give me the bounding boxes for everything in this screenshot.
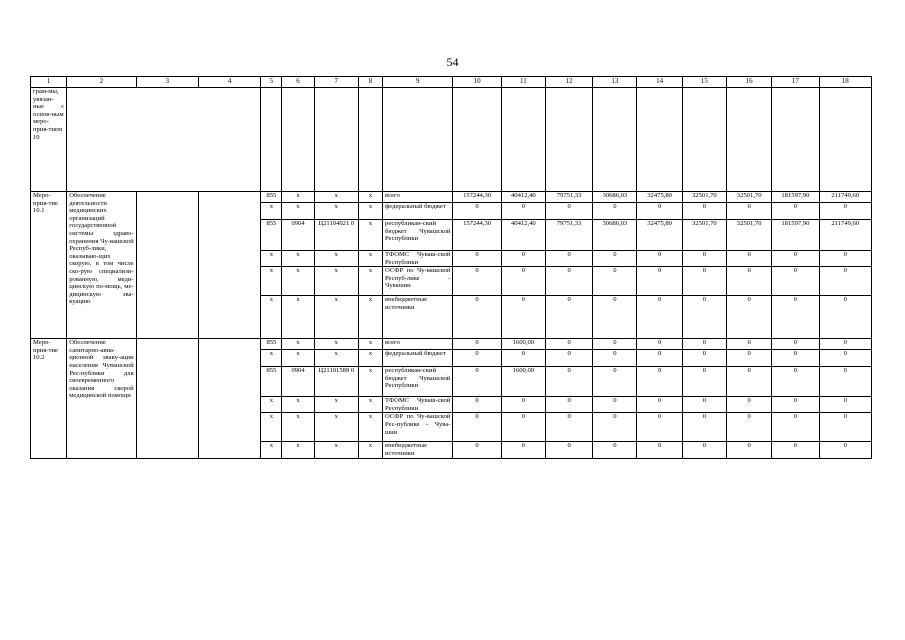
funding-value: 0 — [501, 350, 545, 367]
funding-value: 0 — [501, 442, 545, 458]
funding-source: ОСФР по Чу-вашской Рес-публике - Чува-шии — [383, 413, 453, 442]
column-header: 13 — [593, 77, 637, 88]
funding-value: 0 — [545, 397, 592, 413]
funding-value: 0 — [772, 339, 819, 350]
funding-value: 0 — [727, 367, 772, 397]
funding-value: 0 — [819, 442, 871, 458]
funding-value: 0 — [819, 397, 871, 413]
grbs-code: 855 — [261, 367, 282, 397]
column-header: 3 — [136, 77, 198, 88]
expense-type-code: x — [358, 413, 382, 442]
funding-value: 0 — [772, 203, 819, 220]
funding-value: 30686,03 — [593, 192, 637, 203]
empty-cell — [772, 88, 819, 192]
empty-cell — [358, 88, 382, 192]
funding-value: 79751,33 — [545, 192, 592, 203]
funding-value: 0 — [637, 296, 682, 339]
header-row — [31, 77, 872, 88]
measure-row — [31, 339, 872, 350]
funding-value: 0 — [637, 442, 682, 458]
funding-value: 0 — [682, 267, 726, 296]
target-article-code: x — [314, 203, 358, 220]
column-header: 1 — [31, 77, 67, 88]
page-number: 54 — [446, 55, 459, 69]
column-header: 10 — [453, 77, 501, 88]
section-code: 0904 — [282, 367, 314, 397]
funding-value: 0 — [637, 397, 682, 413]
funding-source: ТФОМС Чуваш-ской Республики — [383, 251, 453, 267]
section-code: x — [282, 339, 314, 350]
funding-value: 0 — [545, 251, 592, 267]
funding-value: 211749,60 — [819, 192, 871, 203]
target-article-code: x — [314, 442, 358, 458]
column-header: 7 — [314, 77, 358, 88]
measure-description: Обеспечение санитарно-авиа-ционной эваку-ации населения Чувашской Рес-публики для своевременного оказания скорой медицинской помощи — [67, 339, 136, 458]
funding-source: всего — [383, 339, 453, 350]
co-executor-cell — [198, 192, 260, 339]
funding-value: 0 — [772, 350, 819, 367]
empty-cell — [545, 88, 592, 192]
funding-value: 181597,90 — [772, 220, 819, 251]
funding-value: 181597,90 — [772, 192, 819, 203]
funding-value: 1600,00 — [501, 367, 545, 397]
funding-source: федеральный бюджет — [383, 350, 453, 367]
responsible-executor-cell — [136, 339, 198, 458]
expense-type-code: x — [358, 367, 382, 397]
funding-value: 0 — [593, 203, 637, 220]
funding-value: 0 — [682, 442, 726, 458]
funding-value: 0 — [682, 203, 726, 220]
funding-value: 0 — [772, 267, 819, 296]
measure-description: Обеспечение деятельности медицинских организаций государственной системы здраво-охранения Чу-вашской Респуб-лики, оказываю-щих скорую, в том числе ско-рую специализи-рованную, меди-цинскую по-мощь, ме-дицинскую эва-куацию — [67, 192, 136, 339]
column-header: 15 — [682, 77, 726, 88]
funding-value: 0 — [819, 296, 871, 339]
grbs-code: x — [261, 251, 282, 267]
empty-cell — [501, 88, 545, 192]
continuation-row — [31, 88, 872, 192]
funding-value: 0 — [819, 350, 871, 367]
funding-value: 0 — [682, 339, 726, 350]
expense-type-code: x — [358, 339, 382, 350]
funding-value: 0 — [593, 296, 637, 339]
funding-value: 0 — [772, 442, 819, 458]
expense-type-code: x — [358, 192, 382, 203]
funding-source: ТФОМС Чуваш-ской Республики — [383, 397, 453, 413]
funding-value: 0 — [637, 267, 682, 296]
column-header: 9 — [383, 77, 453, 88]
funding-value: 0 — [727, 350, 772, 367]
funding-value: 0 — [727, 442, 772, 458]
grbs-code: x — [261, 350, 282, 367]
funding-source: республикан-ский бюджет Чувашской Республики — [383, 220, 453, 251]
empty-cell — [819, 88, 871, 192]
funding-value: 0 — [501, 203, 545, 220]
section-code: x — [282, 203, 314, 220]
funding-value: 0 — [727, 203, 772, 220]
grbs-code: x — [261, 442, 282, 458]
funding-value: 0 — [593, 267, 637, 296]
expense-type-code: x — [358, 350, 382, 367]
section-code: x — [282, 442, 314, 458]
empty-cell — [727, 88, 772, 192]
expense-type-code: x — [358, 267, 382, 296]
column-header: 12 — [545, 77, 592, 88]
funding-value: 0 — [727, 296, 772, 339]
funding-value: 0 — [545, 296, 592, 339]
funding-value: 0 — [772, 251, 819, 267]
funding-value: 0 — [772, 296, 819, 339]
target-article-code: Ц21104021 0 — [314, 220, 358, 251]
funding-value: 0 — [819, 367, 871, 397]
funding-source: всего — [383, 192, 453, 203]
funding-value: 0 — [501, 296, 545, 339]
funding-value: 1600,00 — [501, 339, 545, 350]
grbs-code: x — [261, 296, 282, 339]
co-executor-cell — [198, 339, 260, 458]
expense-type-code: x — [358, 296, 382, 339]
grbs-code: x — [261, 413, 282, 442]
funding-value: 0 — [772, 397, 819, 413]
continuation-cell: грам-мы, увязан-ные с основ-ным меро-прия-тием 10 — [31, 88, 67, 192]
column-header: 14 — [637, 77, 682, 88]
funding-value: 0 — [637, 203, 682, 220]
funding-value: 32501,70 — [682, 220, 726, 251]
funding-value: 0 — [819, 203, 871, 220]
budget-table — [30, 76, 872, 459]
funding-value: 32475,80 — [637, 220, 682, 251]
column-header: 8 — [358, 77, 382, 88]
funding-value: 0 — [727, 251, 772, 267]
measure-row — [31, 192, 872, 203]
expense-type-code: x — [358, 220, 382, 251]
funding-value: 0 — [453, 203, 501, 220]
funding-value: 30686,03 — [593, 220, 637, 251]
funding-value: 0 — [593, 413, 637, 442]
funding-value: 0 — [682, 350, 726, 367]
funding-value: 0 — [637, 339, 682, 350]
funding-value: 40412,40 — [501, 220, 545, 251]
grbs-code: x — [261, 267, 282, 296]
funding-source: республикан-ский бюджет Чувашской Республики — [383, 367, 453, 397]
funding-value: 0 — [593, 442, 637, 458]
funding-value: 0 — [501, 267, 545, 296]
funding-value: 0 — [545, 203, 592, 220]
funding-source: федеральный бюджет — [383, 203, 453, 220]
funding-value: 0 — [593, 367, 637, 397]
section-code: x — [282, 251, 314, 267]
grbs-code: 855 — [261, 339, 282, 350]
target-article-code: Ц21101589 0 — [314, 367, 358, 397]
funding-value: 211749,60 — [819, 220, 871, 251]
funding-value: 0 — [545, 367, 592, 397]
column-header: 17 — [772, 77, 819, 88]
funding-value: 0 — [593, 251, 637, 267]
target-article-code: x — [314, 397, 358, 413]
funding-value: 0 — [545, 339, 592, 350]
funding-value: 79751,33 — [545, 220, 592, 251]
section-code: x — [282, 267, 314, 296]
funding-value: 0 — [501, 251, 545, 267]
column-header: 2 — [67, 77, 136, 88]
section-code: x — [282, 413, 314, 442]
column-header: 5 — [261, 77, 282, 88]
target-article-code: x — [314, 413, 358, 442]
funding-value: 0 — [453, 251, 501, 267]
grbs-code: 855 — [261, 192, 282, 203]
funding-value: 0 — [637, 350, 682, 367]
empty-cell — [593, 88, 637, 192]
funding-value: 0 — [819, 251, 871, 267]
column-header: 16 — [727, 77, 772, 88]
target-article-code: x — [314, 192, 358, 203]
funding-value: 0 — [501, 413, 545, 442]
section-code: x — [282, 192, 314, 203]
funding-source: внебюджетные источники — [383, 296, 453, 339]
funding-value: 0 — [593, 350, 637, 367]
column-header: 6 — [282, 77, 314, 88]
funding-value: 0 — [727, 267, 772, 296]
funding-source: внебюджетные источники — [383, 442, 453, 458]
expense-type-code: x — [358, 251, 382, 267]
funding-value: 0 — [453, 339, 501, 350]
funding-value: 0 — [819, 413, 871, 442]
funding-value: 0 — [545, 442, 592, 458]
target-article-code: x — [314, 339, 358, 350]
funding-value: 0 — [772, 413, 819, 442]
empty-cell — [261, 88, 282, 192]
responsible-executor-cell — [136, 192, 198, 339]
funding-value: 0 — [727, 397, 772, 413]
funding-value: 0 — [545, 413, 592, 442]
column-header: 11 — [501, 77, 545, 88]
funding-value: 0 — [545, 350, 592, 367]
funding-value: 157244,30 — [453, 220, 501, 251]
section-code: x — [282, 397, 314, 413]
funding-value: 0 — [453, 367, 501, 397]
funding-value: 0 — [453, 296, 501, 339]
funding-value: 0 — [593, 339, 637, 350]
funding-value: 0 — [682, 397, 726, 413]
target-article-code: x — [314, 267, 358, 296]
expense-type-code: x — [358, 397, 382, 413]
target-article-code: x — [314, 350, 358, 367]
funding-value: 0 — [682, 251, 726, 267]
expense-type-code: x — [358, 442, 382, 458]
section-code: x — [282, 350, 314, 367]
funding-value: 0 — [682, 413, 726, 442]
funding-value: 0 — [453, 350, 501, 367]
funding-value: 0 — [453, 442, 501, 458]
empty-cell — [314, 88, 358, 192]
section-code: x — [282, 296, 314, 339]
funding-value: 0 — [453, 267, 501, 296]
funding-value: 0 — [682, 367, 726, 397]
funding-value: 40412,40 — [501, 192, 545, 203]
funding-value: 0 — [637, 251, 682, 267]
column-header: 4 — [198, 77, 260, 88]
target-article-code: x — [314, 296, 358, 339]
empty-cell — [383, 88, 453, 192]
funding-value: 0 — [453, 413, 501, 442]
funding-value: 0 — [819, 339, 871, 350]
empty-cell — [282, 88, 314, 192]
grbs-code: x — [261, 397, 282, 413]
column-header: 18 — [819, 77, 871, 88]
section-code: 0904 — [282, 220, 314, 251]
funding-value: 0 — [545, 267, 592, 296]
funding-value: 0 — [593, 397, 637, 413]
measure-label: Меро-прия-тие 10.1 — [31, 192, 67, 339]
grbs-code: x — [261, 203, 282, 220]
funding-value: 0 — [727, 339, 772, 350]
grbs-code: 855 — [261, 220, 282, 251]
funding-value: 0 — [727, 413, 772, 442]
empty-cell — [682, 88, 726, 192]
funding-value: 0 — [637, 367, 682, 397]
measure-label: Меро-прия-тие 10.2 — [31, 339, 67, 458]
funding-value: 32501,70 — [727, 220, 772, 251]
funding-source: ОСФР по Чу-вашской Респуб-лике - Чувашии — [383, 267, 453, 296]
funding-value: 0 — [772, 367, 819, 397]
funding-value: 0 — [682, 296, 726, 339]
empty-cell — [637, 88, 682, 192]
empty-cell — [67, 88, 261, 192]
funding-value: 0 — [819, 267, 871, 296]
funding-value: 32501,70 — [682, 192, 726, 203]
table-body — [31, 77, 872, 459]
funding-value: 0 — [637, 413, 682, 442]
funding-value: 32501,70 — [727, 192, 772, 203]
funding-value: 32475,80 — [637, 192, 682, 203]
funding-value: 157244,30 — [453, 192, 501, 203]
expense-type-code: x — [358, 203, 382, 220]
empty-cell — [453, 88, 501, 192]
funding-value: 0 — [453, 397, 501, 413]
target-article-code: x — [314, 251, 358, 267]
funding-value: 0 — [501, 397, 545, 413]
